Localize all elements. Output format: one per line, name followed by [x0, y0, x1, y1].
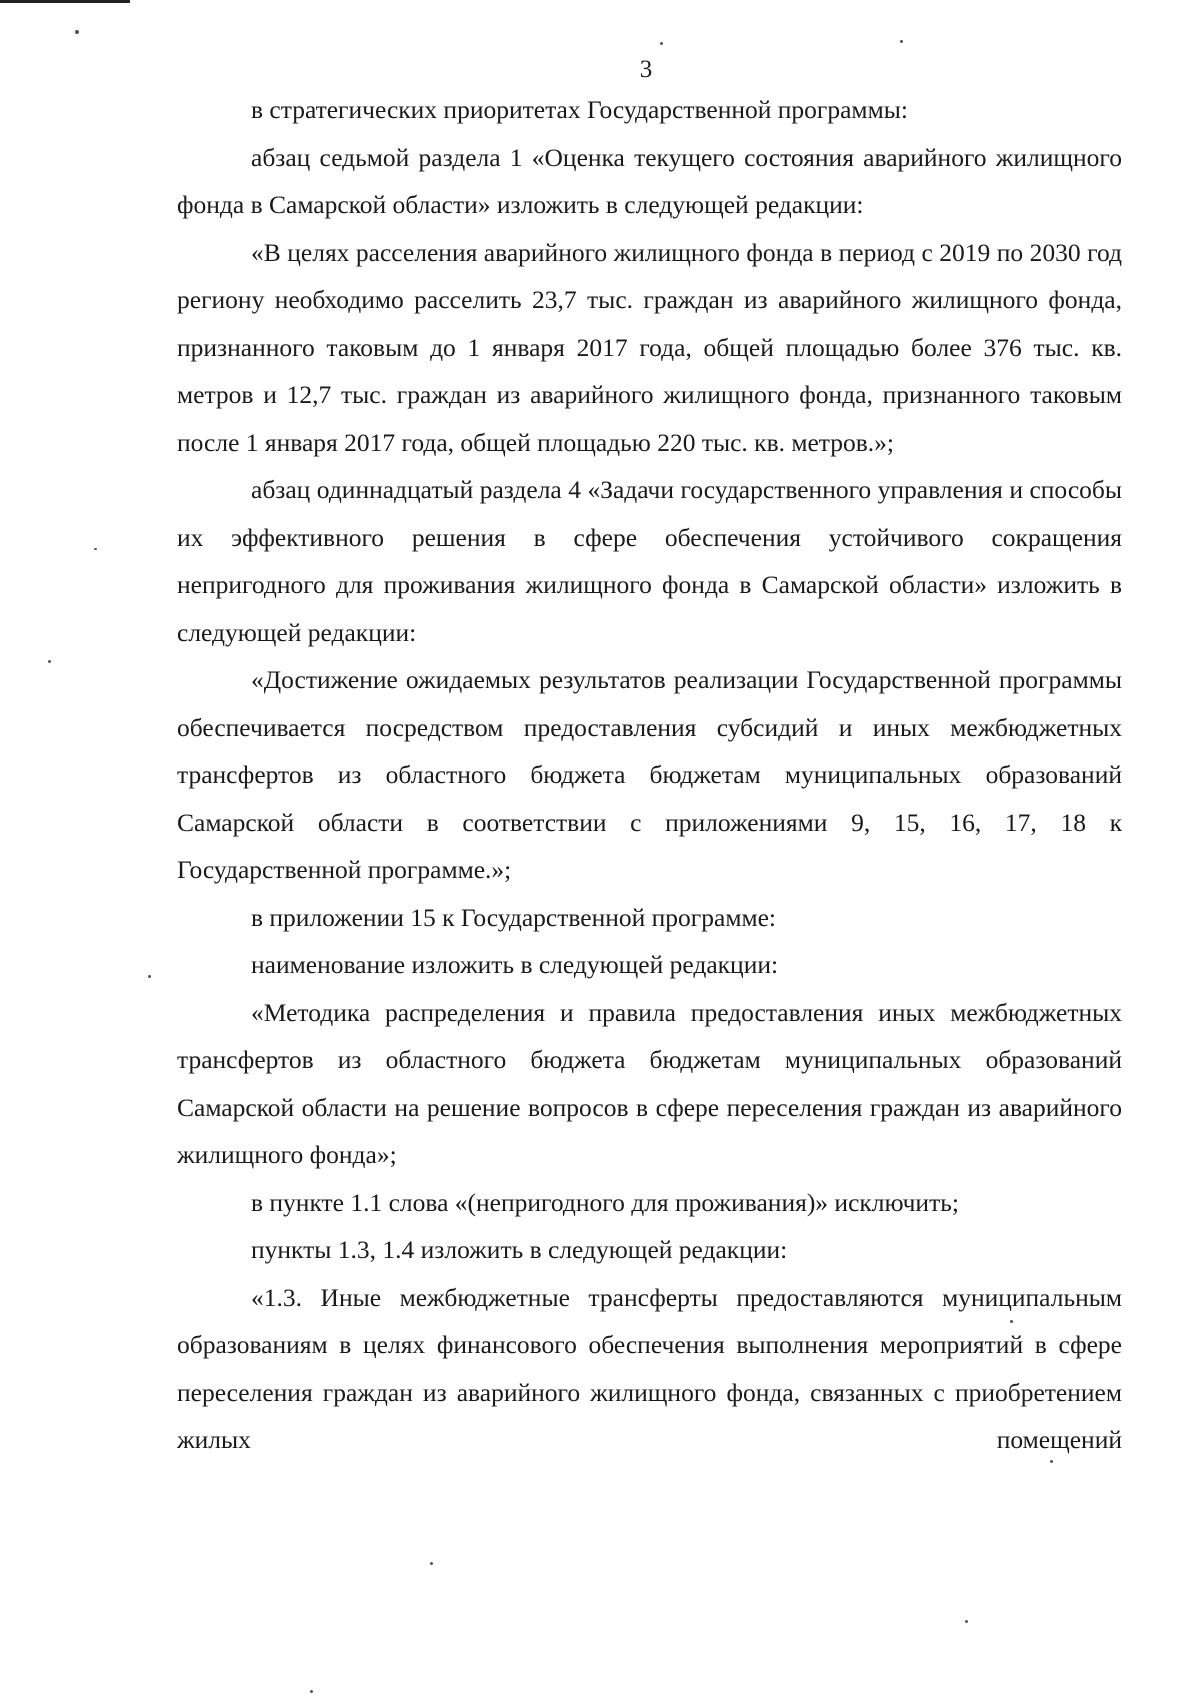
scan-speck — [900, 40, 903, 43]
scan-speck — [48, 660, 51, 663]
scan-speck — [148, 975, 151, 978]
scan-speck — [75, 30, 79, 34]
paragraph-5: «Достижение ожидаемых результатов реализации Государственной программы обеспечивается посредством предоставления субсидий и иных межбюджетных трансфертов из областного бюджета бюджетам муниципальных образований Самарской области в соответствии с приложениями 9, 15, 16, 17, 18 к Государственной программе.»; — [177, 665, 1122, 884]
paragraph-3: «В целях расселения аварийного жилищного фонда в период с 2019 по 2030 год региону необходимо расселить 23,7 тыс. граждан из аварийного жилищного фонда, признанного таковым до 1 января 2017 года, общей площадью более 376 тыс. кв. метров и 12,7 тыс. граждан из аварийного жилищного фонда, признанного таковым после 1 января 2017 года, общей площадью 220 тыс. кв. метров.»; — [177, 237, 1122, 457]
paragraph-9: в пункте 1.1 слова «(непригодного для проживания)» исключить; — [251, 1187, 959, 1217]
scan-speck — [1050, 1460, 1053, 1463]
paragraph-7: наименование изложить в следующей редакции: — [251, 950, 779, 979]
paragraph-1: в стратегических приоритетах Государственной программы: — [251, 95, 908, 124]
document-body — [177, 86, 1122, 1464]
scan-speck — [660, 42, 663, 45]
paragraph-4: абзац одиннадцатый раздела 4 «Задачи государственного управления и способы их эффективного решения в сфере обеспечения устойчивого сокращения непригодного для проживания жилищного фонда в Самарской области» изложить в следующей редакции: — [177, 475, 1122, 647]
paragraph-11: «1.3. Иные межбюджетные трансферты предоставляются муниципальным образованиям в целях финансового обеспечения выполнения мероприятий в сфере переселения граждан из аварийного жилищного фонда, связанных с приобретением жилых помещений — [177, 1282, 1122, 1454]
scan-speck — [310, 1690, 313, 1693]
scan-edge-mark — [0, 0, 130, 3]
scan-speck — [430, 1562, 433, 1565]
page-number: 3 — [639, 56, 653, 83]
paragraph-2: абзац седьмой раздела 1 «Оценка текущего состояния аварийного жилищного фонда в Самарской области» изложить в следующей редакции: — [177, 142, 1122, 219]
scan-speck — [965, 1620, 968, 1623]
paragraph-6: в приложении 15 к Государственной программе: — [251, 902, 776, 932]
scan-speck — [1010, 1320, 1013, 1323]
paragraph-10: пункты 1.3, 1.4 изложить в следующей редакции: — [251, 1235, 788, 1264]
paragraph-8: «Методика распределения и правила предоставления иных межбюджетных трансфертов из областного бюджета бюджетам муниципальных образований Самарской области на решение вопросов в сфере переселения граждан из аварийного жилищного фонда»; — [177, 997, 1122, 1169]
scan-speck — [94, 548, 97, 550]
